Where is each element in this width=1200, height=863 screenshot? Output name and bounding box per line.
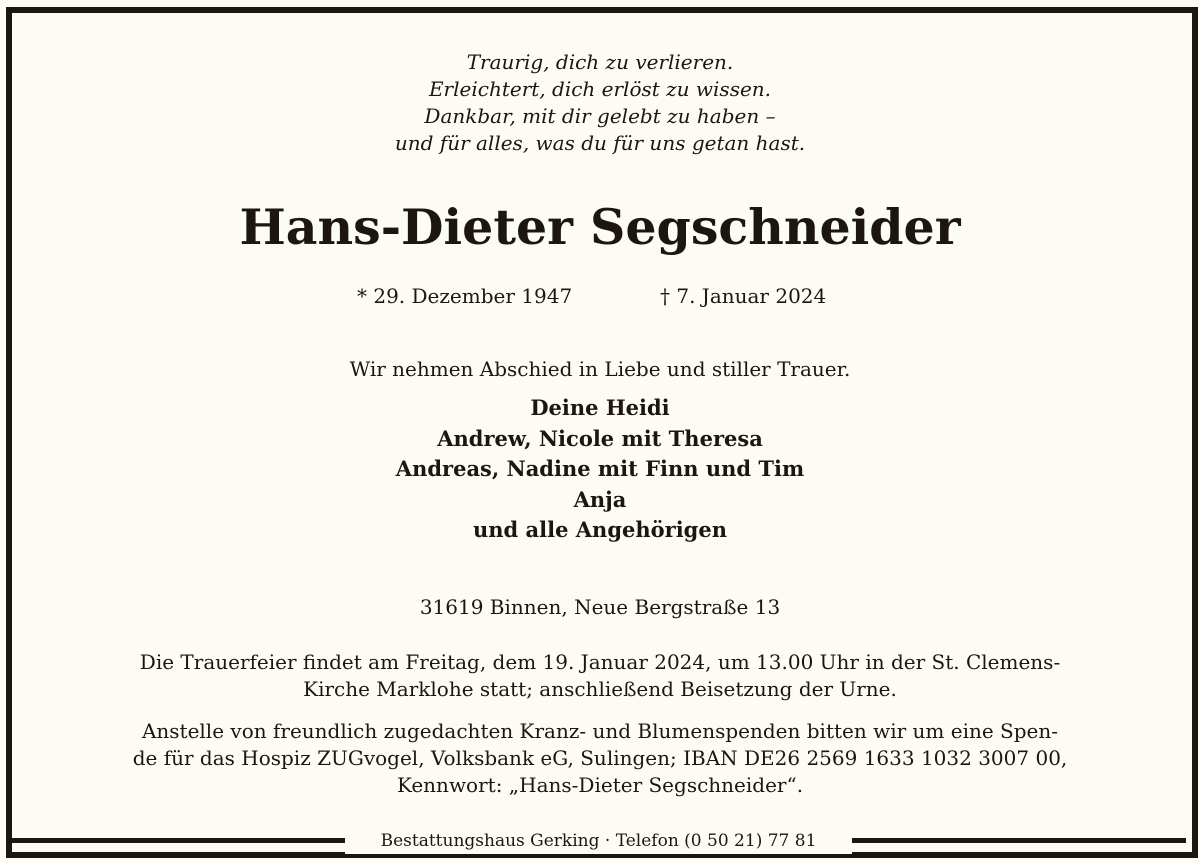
poem-line: Traurig, dich zu verlieren. (466, 50, 734, 74)
poem-line: und für alles, was du für uns getan hast. (394, 131, 806, 155)
footer-rule-left (12, 838, 345, 843)
donation-line: de für das Hospiz ZUGvogel, Volksbank eG, Sulingen; IBAN DE26 2569 1633 1032 3007 00, (132, 746, 1068, 770)
funeral-home-footer: Bestattungshaus Gerking · Telefon (0 50 21) 77 81 (345, 828, 852, 854)
footer-rule-right (852, 838, 1186, 843)
mourner: und alle Angehörigen (473, 517, 727, 542)
farewell-text: Wir nehmen Abschied in Liebe und stiller Trauer. (349, 357, 851, 381)
mourner: Andreas, Nadine mit Finn und Tim (395, 456, 805, 481)
donation-line: Anstelle von freundlich zugedachten Kranz- und Blumenspenden bitten wir um eine Spen- (141, 719, 1059, 743)
poem-line: Erleichtert, dich erlöst zu wissen. (428, 77, 772, 101)
mourners-list (0, 393, 1200, 546)
mourner: Anja (573, 486, 627, 512)
ceremony-line: Die Trauerfeier findet am Freitag, dem 19. Januar 2024, um 13.00 Uhr in der St. Clemens- (139, 650, 1061, 674)
ceremony-line: Kirche Marklohe statt; anschließend Beisetzung der Urne. (303, 677, 897, 701)
address: 31619 Binnen, Neue Bergstraße 13 (419, 595, 781, 619)
ceremony-info (0, 649, 1200, 703)
donation-line: Kennwort: „Hans-Dieter Segschneider“. (396, 773, 804, 797)
donation-info (0, 718, 1200, 799)
birth-date: * 29. Dezember 1947 (357, 284, 573, 308)
poem-line: Dankbar, mit dir gelebt zu haben – (424, 104, 776, 128)
mourner: Deine Heidi (530, 395, 670, 420)
mourner: Andrew, Nicole mit Theresa (437, 425, 763, 451)
deceased-name: Hans-Dieter Segschneider (239, 198, 961, 256)
poem (0, 49, 1200, 157)
death-date: † 7. Januar 2024 (660, 284, 827, 308)
